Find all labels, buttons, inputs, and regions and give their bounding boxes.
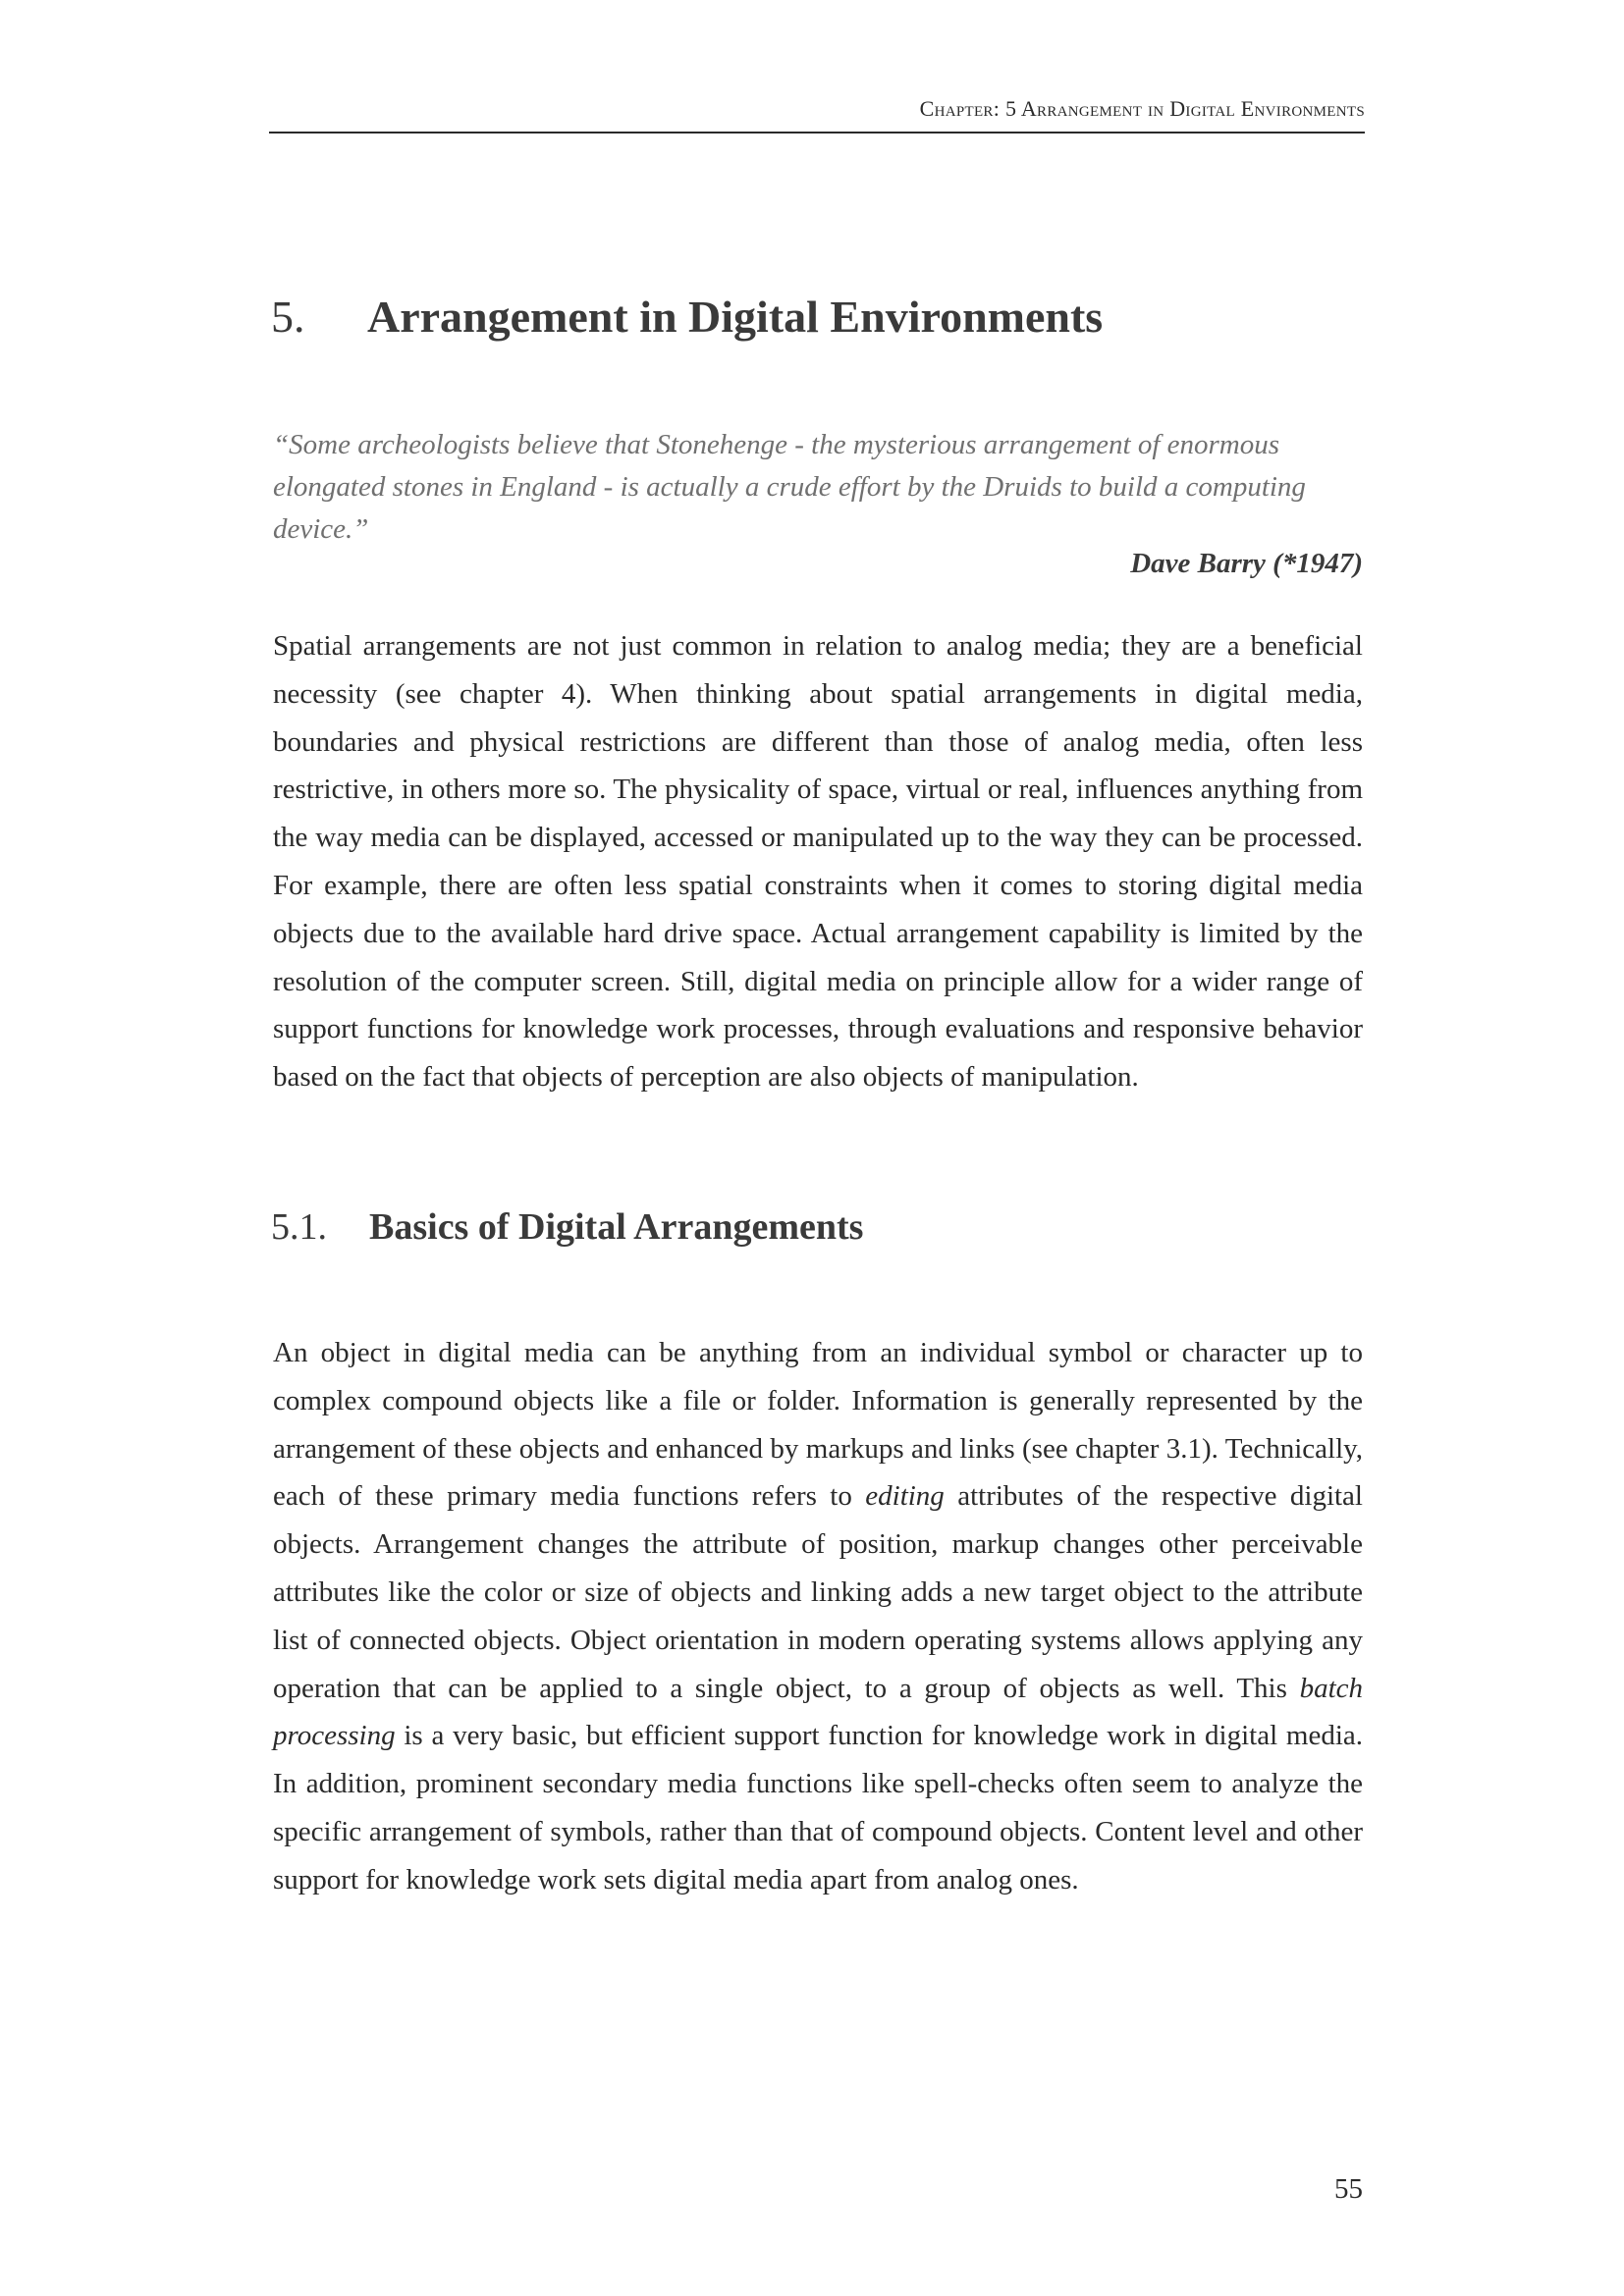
emphasis-batch-processing: batch processing: [273, 1672, 1363, 1752]
chapter-title-text: Arrangement in Digital Environments: [367, 292, 1104, 342]
section-paragraph: [273, 1329, 1363, 1904]
running-header: Chapter: 5 Arrangement in Digital Environments: [269, 96, 1365, 133]
intro-paragraph: Spatial arrangements are not just common in relation to analog media; they are a beneficial necessity (see chapter 4). When thinking about spatial arrangements in digital media, boundaries and physical restrictions are different than those of analog media, often less restrictive, in others more so. The physicality of space, virtual or real, influences anything from the way media can be displayed, accessed or manipulated up to the way they can be processed. For example, there are often less spatial constraints when it comes to storing digital media objects due to the available hard drive space. Actual arrangement capability is limited by the resolution of the computer screen. Still, digital media on principle allow for a wider range of support functions for knowledge work processes, through evaluations and responsive behavior based on the fact that objects of perception are also objects of manipulation.: [273, 630, 1363, 1094]
epigraph-quote: “Some archeologists believe that Stonehenge - the mysterious arrangement of enormous elongated stones in England - is actually a crude effort by the Druids to build a computing device.”: [273, 429, 1306, 545]
section-title-text: Basics of Digital Arrangements: [369, 1206, 864, 1248]
section-number: 5.1.: [271, 1206, 327, 1248]
emphasis-editing: editing: [865, 1480, 945, 1513]
chapter-title: [271, 291, 1363, 343]
page-number: 55: [1334, 2173, 1363, 2205]
section-paragraph-part: attributes of the respective digital objects. Arrangement changes the attribute of position, markup changes other perceivable attributes like the color or size of objects and linking adds a new target object to the attribute list of connected objects. Object orientation in modern operating systems allows applying any operation that can be applied to a single object, to a group of objects as well. This: [273, 1480, 1363, 1704]
epigraph-attribution: Dave Barry (*1947): [1130, 548, 1363, 579]
section-title: [271, 1205, 1363, 1249]
section-paragraph-part: is a very basic, but efficient support function for knowledge work in digital media. In addition, prominent secondary media functions like spell-checks often seem to analyze the specific arrangement of symbols, rather than that of compound objects. Content level and other support for knowledge work sets digital media apart from analog ones.: [273, 1720, 1363, 1896]
section-paragraph-part: An object in digital media can be anything from an individual symbol or character up to complex compound objects like a file or folder. Information is generally represented by the arrangement of these objects and enhanced by markups and links (see chapter 3.1). Technically, each of these primary media functions refers to: [273, 1337, 1363, 1513]
chapter-number: 5.: [271, 292, 305, 342]
